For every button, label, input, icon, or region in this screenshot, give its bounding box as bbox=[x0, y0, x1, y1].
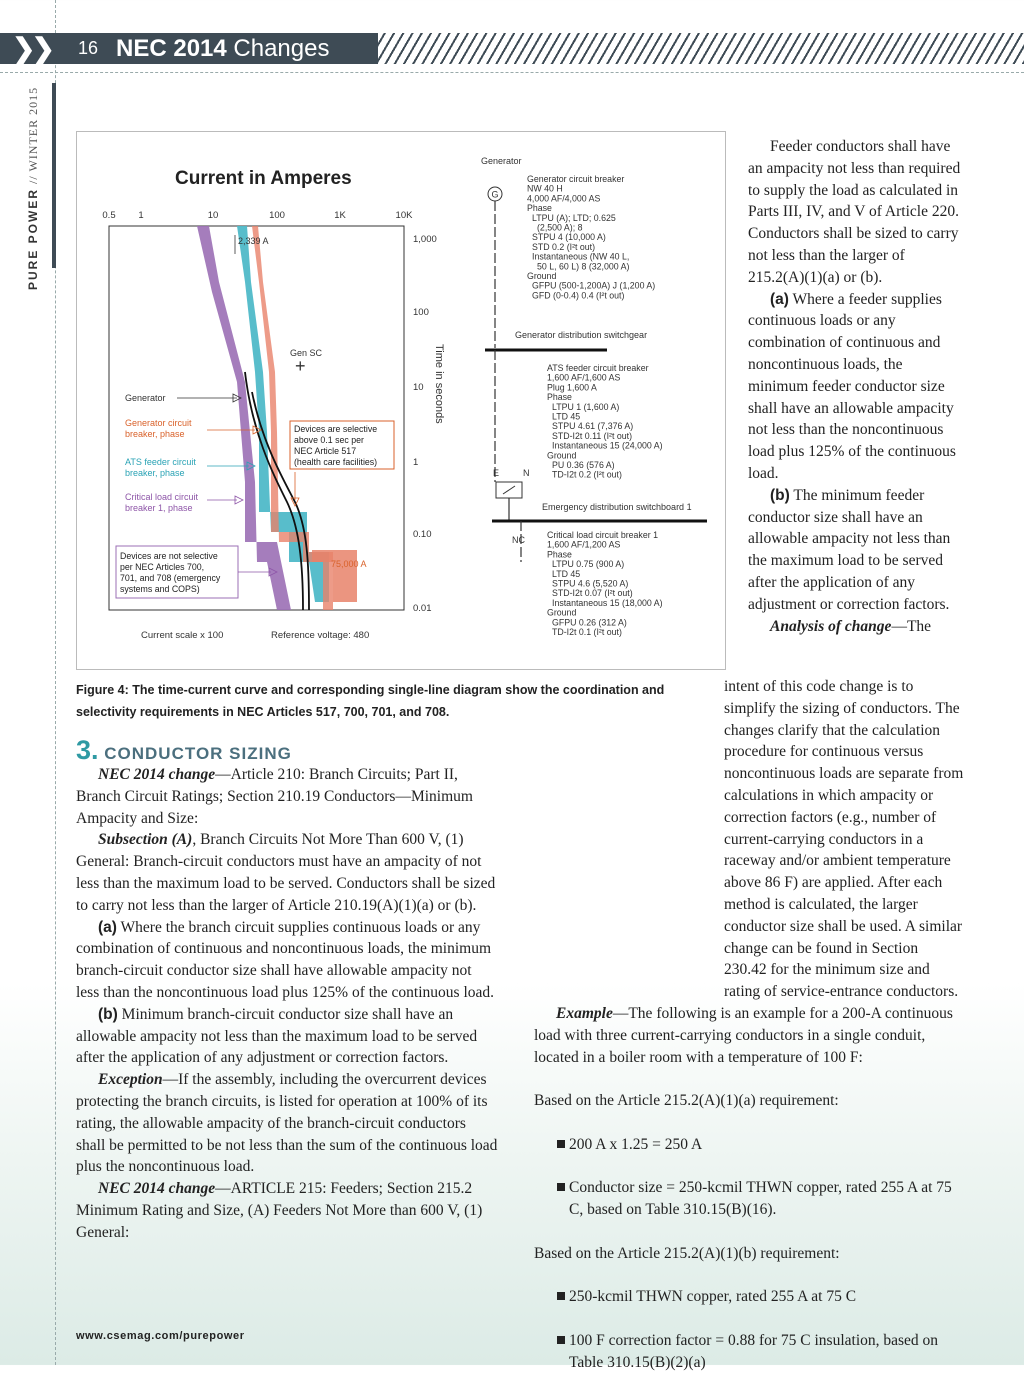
ats-breaker-line: Instantaneous 15 (24,000 A) bbox=[552, 440, 663, 451]
figure-4 bbox=[76, 131, 726, 670]
crit-breaker-line: Critical load circuit breaker 1 bbox=[547, 530, 658, 540]
right-p4-cont: intent of this code change is to simplify the sizing of conductors. The changes clarify that the calculation procedure for continuous versus noncontinuous loads are separate from calculations in which ampacity or correction factors (e.g., number of current-carrying conductors in a raceway and/or ambient temperature above 86 F) are applied. After each method is calculated, the larger conductor size shall be used. A similar change can be found in Section 230.42 for the minimum size and rating of service-entrance conductors. bbox=[724, 678, 964, 1001]
gen-breaker-settings bbox=[527, 174, 655, 300]
generator-symbol: G bbox=[491, 189, 499, 200]
x-tick: 1K bbox=[334, 210, 346, 221]
crit-breaker-line: TD-I2t 0.1 (I²t out) bbox=[552, 627, 622, 637]
x-tick: 10K bbox=[395, 210, 413, 221]
side-publication-label: PURE POWER // WINTER 2015 bbox=[26, 86, 40, 290]
figure-caption: Figure 4: The time-current curve and corresponding single-line diagram show the coordination and selectivity requirements in NEC Articles 517, 700, 701, and 708. bbox=[76, 683, 665, 719]
crit-breaker-line: LTD 45 bbox=[552, 568, 581, 579]
gen-breaker-line: NW 40 H bbox=[527, 183, 563, 194]
crit-breaker-line: Phase bbox=[547, 549, 572, 560]
x-tick: 0.5 bbox=[102, 210, 116, 221]
ats-e-label: E bbox=[493, 468, 500, 478]
nc-label: NC bbox=[512, 535, 525, 545]
y-axis-label: Time in seconds bbox=[433, 344, 445, 424]
double-chevron-icon: ❯❯ bbox=[12, 33, 51, 64]
scale-note: Current scale x 100 bbox=[141, 630, 224, 641]
x-tick: 10 bbox=[207, 210, 219, 221]
right-column-top bbox=[748, 136, 963, 637]
gen-breaker-line: LTPU (A); LTD; 0.625 bbox=[532, 212, 616, 223]
ats-breaker-line: STD-I2t 0.11 (I²t out) bbox=[552, 430, 633, 441]
ats-breaker-line: Plug 1,600 A bbox=[547, 382, 597, 393]
tcc-diagram bbox=[77, 132, 725, 669]
right-p1: Feeder conductors shall have an ampacity not less than required to supply the load as calculated in Parts III, IV, and V of Article 220. Conductors shall be sized to carry not less than the larger of 215.2(A)(1)(a) or (b). bbox=[748, 138, 961, 286]
box-nsel-2: per NEC Articles 700, bbox=[120, 562, 205, 572]
box-sel-1: Devices are selective bbox=[294, 424, 378, 434]
section-heading: 3. CONDUCTOR SIZING bbox=[76, 735, 292, 765]
y-tick: 10 bbox=[413, 382, 424, 393]
crit-breaker-line: LTPU 0.75 (900 A) bbox=[552, 559, 625, 570]
label-generator: Generator bbox=[125, 393, 166, 403]
y-tick-labels bbox=[413, 234, 437, 614]
left-p2: Subsection (A), Branch Circuits Not More Than 600 V, (1) General: Branch-circuit conductors must have an ampacity of not less than the maximum load to be served. Conductors shall be sized to carry not less than the larger of Article 210.19(A)(1)(a) or (b). bbox=[76, 831, 496, 914]
crit-breaker-line: Ground bbox=[547, 607, 577, 618]
gen-sc-label: Gen SC bbox=[290, 348, 323, 358]
emergency-switchboard-label: Emergency distribution switchboard 1 bbox=[542, 502, 692, 512]
label-gcb-2: breaker, phase bbox=[125, 429, 185, 439]
y-tick: 1,000 bbox=[413, 234, 437, 245]
box-sel-3: NEC Article 517 bbox=[294, 446, 357, 456]
label-gcb-1: Generator circuit bbox=[125, 418, 192, 428]
gen-breaker-line: GFPU (500-1,200A) J (1,200 A) bbox=[532, 280, 656, 291]
left-p3: (a) Where the branch circuit supplies continuous loads or any combination of continuous and noncontinuous loads, the minimum branch-circuit conductor size shall have allowable ampacity not less than the noncontinuous load plus 125% of the continuous load. bbox=[76, 918, 495, 1001]
box-nsel-4: systems and COPS) bbox=[120, 584, 200, 594]
crit-breaker-line: Instantaneous 15 (18,000 A) bbox=[552, 597, 663, 608]
crit-breaker-line: GFPU 0.26 (312 A) bbox=[552, 617, 627, 628]
box-sel-4: (health care facilities) bbox=[294, 457, 378, 467]
gen-breaker-line: 50 L, 60 L) 8 (32,000 A) bbox=[537, 261, 630, 272]
chart-title: Current in Amperes bbox=[175, 168, 352, 189]
bullet-1: 200 A x 1.25 = 250 A bbox=[534, 1134, 964, 1156]
right-p5: Example—The following is an example for a 200-A continuous load with three current-carrying conductors in a single conduit, located in a boiler room with a temperature of 100 F: bbox=[534, 1004, 953, 1066]
gen-breaker-line: Instantaneous (NW 40 L, bbox=[532, 251, 630, 262]
ats-breaker-line: LTD 45 bbox=[552, 411, 581, 422]
margin-guide-horizontal bbox=[0, 72, 1024, 73]
marker-2339: 2,339 A bbox=[238, 236, 269, 246]
box-nsel-1: Devices are not selective bbox=[120, 551, 218, 561]
crit-breaker-line: 1,600 AF/1,200 AS bbox=[547, 539, 621, 550]
label-ats-2: breaker, phase bbox=[125, 468, 185, 478]
ats-breaker-line: 1,600 AF/1,600 AS bbox=[547, 372, 621, 383]
gen-breaker-line: STD 0.2 (I²t out) bbox=[532, 241, 596, 252]
crit-breaker-line: STD-I2t 0.07 (I²t out) bbox=[552, 588, 633, 599]
ats-breaker-line: TD-I2t 0.2 (I²t out) bbox=[552, 469, 622, 480]
page-number: 16 bbox=[78, 38, 99, 58]
gen-breaker-line: 4,000 AF/4,000 AS bbox=[527, 193, 601, 204]
gen-breaker-line: Generator circuit breaker bbox=[527, 174, 625, 184]
label-crit-1: Critical load circuit bbox=[125, 492, 199, 502]
crit-breaker-line: STPU 4.6 (5,520 A) bbox=[552, 578, 629, 589]
box-sel-2: above 0.1 sec per bbox=[294, 435, 364, 445]
left-p1: NEC 2014 change—Article 210: Branch Circuits; Part II, Branch Circuit Ratings; Section 210.19 Conductors—Minimum Ampacity and Size: bbox=[76, 766, 473, 827]
gen-breaker-line: Phase bbox=[527, 203, 552, 214]
y-tick: 0.01 bbox=[413, 603, 432, 614]
ats-breaker-settings bbox=[547, 363, 663, 480]
ats-breaker-line: Phase bbox=[547, 392, 572, 403]
gen-breaker-line: STPU 4 (10,000 A) bbox=[532, 232, 606, 243]
footer-url: www.csemag.com/purepower bbox=[76, 1330, 245, 1342]
side-accent-bar bbox=[52, 83, 56, 268]
left-p6: NEC 2014 change—ARTICLE 215: Feeders; Section 215.2 Minimum Rating and Size, (A) Feeders Not More than 600 V, (1) General: bbox=[76, 1180, 483, 1241]
y-tick: 0.10 bbox=[413, 529, 432, 540]
bullet-4: 100 F correction factor = 0.88 for 75 C insulation, based on Table 310.15(B)(2)(a) bbox=[534, 1330, 964, 1374]
x-tick-labels bbox=[102, 210, 413, 221]
header-title: NEC 2014 Changes bbox=[116, 35, 330, 62]
y-tick: 1 bbox=[413, 457, 419, 468]
reference-voltage: Reference voltage: 480 bbox=[271, 630, 370, 641]
x-tick: 1 bbox=[138, 210, 144, 221]
right-p3: (b) The minimum feeder conductor size shall have an allowable ampacity not less than the maximum load to be served after the application of any adjustment or correction factors. bbox=[748, 486, 951, 613]
critical-breaker-settings bbox=[547, 530, 663, 637]
ats-breaker-line: Ground bbox=[547, 450, 577, 461]
ats-feeder-curve bbox=[237, 226, 329, 602]
right-p4-start: Analysis of change—The bbox=[770, 617, 932, 635]
based-2: Based on the Article 215.2(A)(1)(b) requirement: bbox=[534, 1244, 840, 1262]
x-tick: 100 bbox=[269, 210, 285, 221]
gen-switchgear-label: Generator distribution switchgear bbox=[515, 330, 648, 340]
header-band bbox=[0, 33, 378, 64]
marker-75000: 75,000 A bbox=[331, 559, 367, 569]
page-header bbox=[0, 33, 1024, 64]
bullet-2: Conductor size = 250-kcmil THWN copper, rated 255 A at 75 C, based on Table 310.15(B)(16). bbox=[534, 1177, 964, 1221]
sld-generator-title: Generator bbox=[481, 156, 522, 166]
y-tick: 100 bbox=[413, 307, 429, 318]
ats-breaker-line: LTPU 1 (1,600 A) bbox=[552, 401, 620, 412]
based-1: Based on the Article 215.2(A)(1)(a) requirement: bbox=[534, 1092, 839, 1110]
ats-breaker-line: ATS feeder circuit breaker bbox=[547, 363, 649, 373]
left-p4: (b) Minimum branch-circuit conductor size shall have an allowable ampacity not less than the maximum load to be served after the application of any adjustment or correction factors. bbox=[76, 1005, 478, 1067]
left-p5: Exception—If the assembly, including the overcurrent devices protecting the branch circuits, is listed for operation at 100% of its rating, the allowable ampacity of the branch-circuit conductors shall be permitted to be not less than the sum of the continuous load plus the noncontinuous load. bbox=[76, 1071, 498, 1176]
gen-breaker-line: Ground bbox=[527, 271, 557, 281]
box-nsel-3: 701, and 708 (emergency bbox=[120, 573, 221, 583]
left-column bbox=[76, 764, 498, 1244]
gen-sc-plus-icon: + bbox=[295, 356, 306, 376]
right-p2: (a) Where a feeder supplies continuous loads or any combination of continuous and noncontinuous loads, the minimum feeder conductor size shall have an allowable ampacity not less than the noncontinuous load plus 125% of the continuous load. bbox=[748, 290, 956, 482]
right-column bbox=[534, 676, 964, 1374]
ats-breaker-line: STPU 4.61 (7,376 A) bbox=[552, 421, 634, 432]
gen-breaker-line: (2,500 A); 8 bbox=[537, 222, 583, 233]
bullet-3: 250-kcmil THWN copper, rated 255 A at 75 C bbox=[534, 1286, 964, 1308]
label-crit-2: breaker 1, phase bbox=[125, 503, 193, 513]
gen-breaker-line: GFD (0-0.4) 0.4 (I²t out) bbox=[532, 290, 625, 301]
ats-breaker-line: PU 0.36 (576 A) bbox=[552, 460, 615, 470]
label-ats-1: ATS feeder circuit bbox=[125, 457, 196, 467]
ats-n-label: N bbox=[523, 468, 530, 478]
